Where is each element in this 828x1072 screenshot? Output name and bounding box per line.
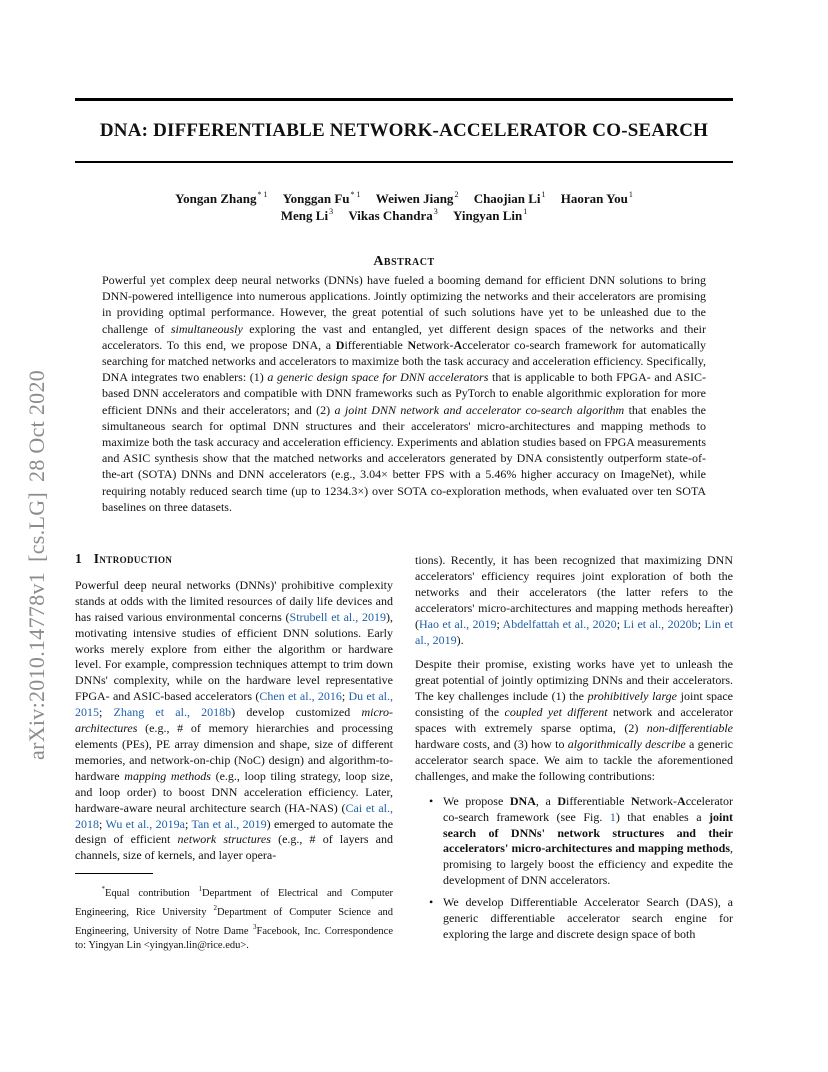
author: Weiwen Jiang$^2$ (375, 190, 459, 206)
abstract-heading: Abstract (373, 254, 435, 269)
author: Chaojian Li$^1$ (473, 190, 546, 206)
abstract-body: Powerful yet complex deep neural networks (DNNs) have fueled a booming demand for efficient DNN solutions to bring DNN-powered intelligence into numerous applications. Jointly optimizing the networks and their accelerators are promising in providing optimal performance. However, the great potential of such solutions have yet to be unleashed due to the challenge of simultaneously exploring the vast and entangled, yet different design spaces of the networks and their accelerators. To this end, we propose DNA, a Differentiable Network-Accelerator co-search framework for automatically searching for matched networks and accelerators to maximize both the task accuracy and acceleration efficiency. Specifically, DNA integrates two enablers: (1) a generic design space for DNN accelerators that is applicable to both FPGA- and ASIC-based DNN accelerators and compatible with DNN frameworks such as PyTorch to enable algorithmic exploration for more efficient DNNs and their accelerators; and (2) a joint DNN network and accelerator co-search algorithm that enables the simultaneous search for optimal DNN structures and their accelerators' micro-architectures and mapping methods to maximize both the task accuracy and acceleration efficiency. Experiments and ablation studies based on FPGA measurements and ASIC synthesis show that the matched networks and accelerators generated by DNA consistently outperform state-of-the-art (SOTA) DNNs and DNN accelerators (e.g., 3.04× better FPS with a 5.46% higher accuracy on ImageNet), while requiring notably reduced search time (up to 1234.3×) over SOTA co-exploration methods, when evaluated over ten SOTA baselines on three datasets. (102, 273, 707, 514)
citation-link[interactable]: Zhang et al., 2018b (113, 705, 232, 720)
author: Haoran You$^1$ (560, 190, 633, 206)
paper-title: DNA: DIFFERENTIABLE NETWORK-ACCELERATOR CO-SEARCH (99, 120, 709, 141)
contributions-list (415, 794, 733, 943)
author-line-1 (75, 190, 733, 207)
citation-link[interactable]: Li et al., 2020b (623, 616, 698, 631)
citation-link[interactable]: Cai et al., 2018 (75, 800, 393, 831)
citation-link[interactable]: Abdelfattah et al., 2020 (502, 616, 617, 631)
citation-link[interactable]: Wu et al., 2019a (105, 816, 185, 831)
author: Yingyan Lin$^1$ (452, 207, 528, 223)
citation-link[interactable]: Hao et al., 2019 (419, 616, 497, 631)
citation-link[interactable]: Lin et al., 2019 (415, 616, 734, 647)
intro-paragraph-1: Powerful deep neural networks (DNNs)' prohibitive complexity stands at odds with the limited resources of daily life devices and has raised various environmental concerns (Strubell et al., 2019), motivating intensive studies of efficient DNN solutions. Early works merely explore from either the algorithm or hardware level. For example, compression techniques attempt to trim down DNNs' complexity, while on the hardware level representative FPGA- and ASIC-based accelerators (Chen et al., 2016; Du et al., 2015; Zhang et al., 2018b) develop customized micro-architectures (e.g., # of memory hierarchies and processing elements (PEs), PE array dimension and shape, size of different memories, and network-on-chip (NoC) design) and algorithm-to-hardware mapping methods (e.g., loop tiling strategy, loop size, and loop order) to boost DNN acceleration efficiency. Later, hardware-aware neural architecture search (HA-NAS) (Cai et al., 2018; Wu et al., 2019a; Tan et al., 2019) emerged to automate the design of efficient network structures (e.g., # of layers and channels, size of kernels, and layer opera- (75, 577, 394, 863)
author-line-2 (75, 207, 733, 224)
left-column (75, 551, 393, 953)
author: Yonggan Fu$^{* 1}$ (282, 190, 361, 206)
list-item: • We propose DNA, a Differentiable Network-Accelerator co-search framework (see Fig. 1) that enables a joint search of DNNs' network structures and their accelerators' micro-architectures and mapping methods, promising to largely boost the efficiency and expedite the development of DNN accelerators. (443, 794, 733, 889)
citation-link[interactable]: Chen et al., 2016 (259, 689, 342, 704)
author: Yongan Zhang$^{* 1}$ (175, 190, 268, 206)
arxiv-side-stamp: arXiv:2010.14778v1[cs.LG]28 Oct 2020 (24, 369, 49, 760)
citation-link[interactable]: Tan et al., 2019 (191, 816, 267, 831)
section-heading-introduction: 1 Introduction (75, 551, 173, 566)
intro-paragraph-2: tions). Recently, it has been recognized that maximizing DNN accelerators' efficiency requires joint exploration of both the networks and their accelerators (the latter refers to the accelerators' micro-architectures and mapping methods hereafter) (Hao et al., 2019; Abdelfattah et al., 2020; Li et al., 2020b; Lin et al., 2019). (415, 553, 734, 647)
footnote-rule (75, 873, 153, 874)
title-bottom-rule (75, 161, 733, 163)
intro-paragraph-3: Despite their promise, existing works have yet to unleash the great potential of jointly optimizing DNNs and their accelerators. The key challenges include (1) the prohibitively large joint space consisting of the coupled yet different network and accelerator spaces with extremely sparse optima, (2) non-differentiable hardware costs, and (3) how to algorithmically describe a generic accelerator search space. We aim to tackle the aforementioned challenges, and make the following contributions: (415, 657, 734, 783)
citation-link[interactable]: Du et al., 2015 (75, 689, 393, 720)
list-item: • We develop Differentiable Accelerator Search (DAS), a generic differentiable accelerator search engine for exploring the large and discrete design space of both (443, 895, 733, 943)
right-column (415, 553, 733, 949)
citation-link[interactable]: Strubell et al., 2019 (289, 609, 386, 624)
author: Vikas Chandra$^3$ (348, 207, 438, 223)
title-top-rule (75, 98, 733, 101)
figure-link[interactable]: 1 (609, 809, 616, 824)
author: Meng Li$^3$ (280, 207, 334, 223)
footnote: *Equal contribution $^1$Department of Electrical and Computer Engineering, Rice University $^2$Department of Computer Science and Engineering, University of Notre Dame $^3$Facebook, Inc. Correspondence to: Yingyan Lin <yingyan.lin@rice.edu>. (75, 885, 394, 952)
